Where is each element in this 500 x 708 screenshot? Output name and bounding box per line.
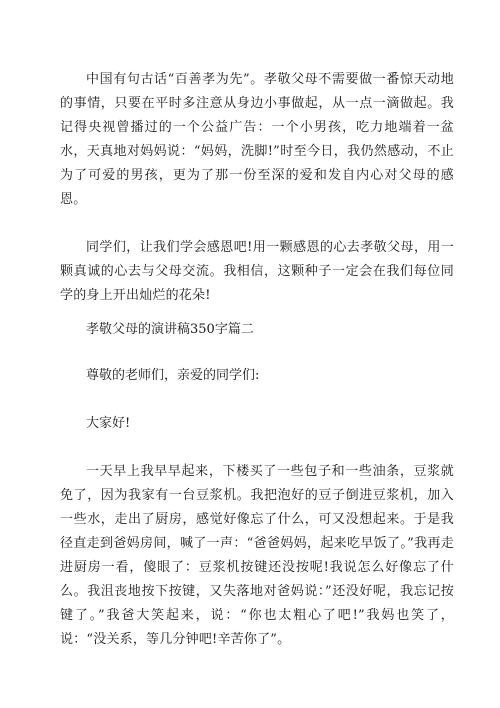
paragraph-soymilk-story: 一天早上我早早起来，下楼买了一些包子和一些油条，豆浆就免了，因为我家有一台豆浆机。我把泡好的豆子倒进豆浆机，加入一些水，走出了厨房，感觉好像忘了什么，可又没想起来。于是我径直走到爸妈房间，喊了一声：“爸爸妈妈，起来吃早饭了。”我再走进厨房一看，傻眼了：豆浆机按键还没按呢!我说怎么好像忘了什么。我沮丧地按下按键，又失落地对爸妈说：”还没好呢，我忘记按键了。”我爸大笑起来，说：“你也太粗心了吧!”我妈也笑了，说：“没关系，等几分钟吧!辛苦你了”。 bbox=[60, 464, 454, 647]
speech-greeting: 尊敬的老师们，亲爱的同学们: bbox=[86, 368, 260, 383]
paragraph-gratitude-call: 同学们，让我们学会感恩吧!用一颗感恩的心去孝敬父母，用一颗真诚的心去与父母交流。我相信，这颗种子一定会在我们每位同学的身上开出灿烂的花朵! bbox=[60, 240, 454, 303]
paragraph-filial-piety-intro: 中国有句古话“百善孝为先”。孝敬父母不需要做一番惊天动地的事情，只要在平时多注意从身边小事做起，从一点一滴做起。我记得央视曾播过的一个公益广告：一个小男孩，吃力地端着一盆水，天真地对妈妈说：“妈妈，洗脚!”时至今日，我仍然感动，不止为了可爱的男孩，更为了那一份至深的爱和发自内心对父母的感恩。 bbox=[60, 72, 454, 207]
section-heading: 孝敬父母的演讲稿350字篇二 bbox=[86, 322, 254, 337]
speech-hello: 大家好! bbox=[86, 416, 131, 431]
